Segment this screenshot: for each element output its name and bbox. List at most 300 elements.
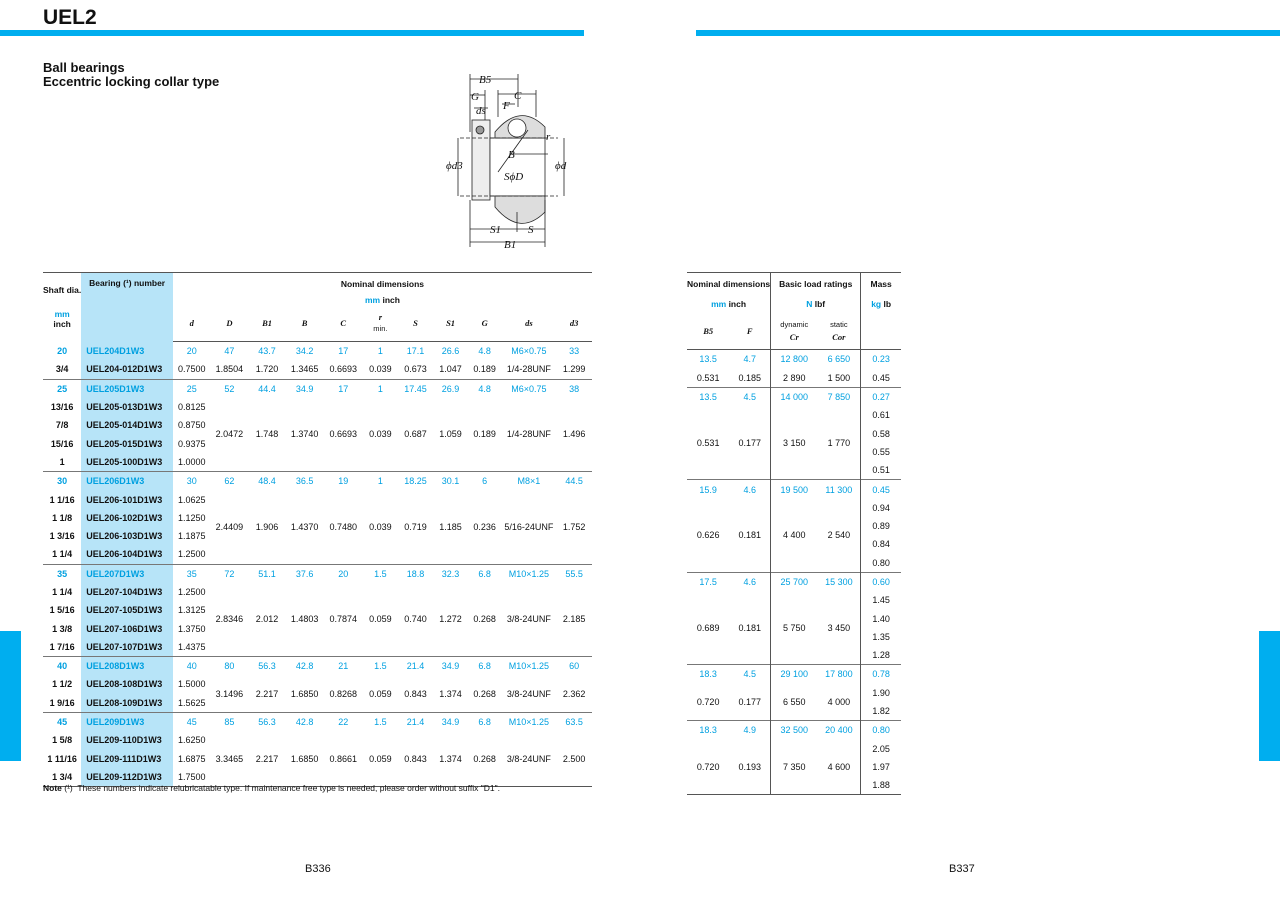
value-cell: 34.9 — [433, 712, 468, 731]
table-row — [687, 387, 901, 406]
col-d: d — [173, 305, 211, 342]
value-cell: 4.8 — [468, 379, 502, 398]
value-cell: 1.5000 — [177, 679, 206, 690]
value-cell: 4.7 — [729, 350, 770, 369]
value-cell: 6.8 — [468, 712, 502, 731]
value-cell: 1.720 — [255, 364, 279, 375]
value-cell: 0.8750 — [177, 420, 206, 431]
value-cell: M6×0.75 — [511, 346, 547, 357]
page-title: UEL2 — [43, 6, 97, 29]
value-cell: 4.9 — [729, 721, 770, 740]
col-S: S — [398, 305, 434, 342]
value-cell: 0.27 — [861, 387, 901, 406]
table-row — [687, 480, 901, 499]
value-cell: 0.6693 — [329, 364, 358, 375]
value-cell: 2.0472 — [215, 429, 244, 440]
table-row — [43, 675, 592, 693]
mass-cell: 1.35 — [872, 631, 890, 642]
value-cell: 52 — [211, 379, 249, 398]
value-cell: 0.80 — [861, 721, 901, 740]
col-Cr: dynamic Cr — [771, 313, 818, 350]
dim-label-s: S — [528, 224, 534, 236]
shaft-cell: 3/4 — [55, 364, 69, 375]
value-cell: 2 540 — [817, 499, 860, 573]
value-cell: 0.7874 — [329, 614, 358, 625]
mass-cell: 1.82 — [872, 706, 890, 717]
value-cell: 21 — [323, 657, 363, 676]
value-cell: 2.500 — [562, 753, 586, 764]
value-cell: 1.3125 — [177, 605, 206, 616]
value-cell: 32.3 — [433, 564, 468, 583]
value-cell: 1.2500 — [177, 587, 206, 597]
value-cell: 1.059 — [439, 429, 462, 440]
value-cell: 34.9 — [433, 657, 468, 676]
value-cell: 1.496 — [562, 429, 586, 440]
value-cell: 15 300 — [817, 572, 860, 591]
shaft-cell: 1 1/4 — [52, 549, 73, 560]
bearing-number: UEL205-014D1W3 — [81, 416, 173, 434]
value-cell: 20 400 — [817, 721, 860, 740]
page-number-left: B336 — [305, 863, 331, 875]
mass-cell: 0.80 — [872, 557, 890, 568]
section-subheading: Eccentric locking collar type — [43, 74, 220, 89]
mass-cell: 0.51 — [872, 465, 890, 476]
value-cell: 72 — [211, 564, 249, 583]
value-cell: 1.374 — [439, 688, 462, 699]
value-cell: 17.45 — [398, 379, 434, 398]
value-cell: 21.4 — [398, 657, 434, 676]
bearing-number: UEL207-106D1W3 — [81, 619, 173, 637]
value-cell: 1.5625 — [177, 697, 206, 708]
value-cell: 3 150 — [783, 437, 806, 448]
col-Cor: static Cor — [817, 313, 860, 350]
value-cell: 2.185 — [562, 614, 586, 625]
table-row — [687, 369, 901, 388]
value-cell: 0.185 — [729, 369, 770, 388]
value-cell: 0.268 — [473, 753, 496, 764]
value-cell: 2.217 — [255, 688, 279, 699]
value-cell: 44.4 — [248, 379, 286, 398]
value-cell: 0.189 — [473, 429, 496, 440]
dim-label-d3: ϕd3 — [446, 160, 463, 172]
table-row — [43, 564, 592, 583]
footnote: Note (¹) These numbers indicate relubricatable type. If maintenance free type is needed, please order without suffix "D1". — [43, 783, 500, 793]
value-cell: 5 750 — [783, 622, 806, 633]
value-cell: 4.5 — [729, 665, 770, 684]
value-cell: 0.60 — [861, 572, 901, 591]
value-cell: 3/8-24UNF — [506, 753, 551, 764]
value-cell: 0.45 — [861, 480, 901, 499]
value-cell: 26.9 — [433, 379, 468, 398]
mass-cell: 1.90 — [872, 687, 890, 698]
dim-label-sd: SϕD — [504, 171, 524, 183]
mass-header: Mass — [870, 279, 892, 289]
bearing-number: UEL204-012D1W3 — [81, 360, 173, 379]
value-cell: 0.181 — [729, 499, 770, 573]
table-row — [687, 572, 901, 591]
value-cell: 6 550 — [783, 696, 806, 707]
value-cell: 1.906 — [255, 521, 279, 532]
value-cell: 1.6850 — [290, 688, 319, 699]
value-cell: 25 — [173, 379, 211, 398]
value-cell: 2 890 — [783, 372, 806, 383]
value-cell: 2.012 — [255, 614, 279, 625]
value-cell: 0.7480 — [329, 521, 358, 532]
shaft-cell: 7/8 — [55, 420, 69, 431]
value-cell: 0.181 — [729, 591, 770, 665]
value-cell: 63.5 — [556, 712, 592, 731]
bearing-number: UEL209-111D1W3 — [81, 750, 173, 768]
value-cell: 17 800 — [817, 665, 860, 684]
shaft-cell: 1 3/4 — [52, 771, 73, 782]
page-number-right: B337 — [949, 863, 975, 875]
dim-label-f: F — [503, 100, 510, 112]
shaft-cell: 40 — [43, 657, 81, 676]
value-cell: 0.7500 — [177, 364, 206, 375]
nominal-header-right: Nominal dimensions — [687, 273, 771, 296]
value-cell: 3.1496 — [215, 688, 244, 699]
mass-cell: 1.88 — [872, 780, 890, 791]
bearing-number: UEL207-104D1W3 — [81, 583, 173, 601]
value-cell: 1.5 — [363, 657, 398, 676]
value-cell: 1/4-28UNF — [506, 429, 551, 440]
value-cell: 0.843 — [404, 753, 427, 764]
shaft-cell: 1 3/16 — [49, 531, 75, 542]
value-cell: 0.268 — [473, 688, 496, 699]
mass-cell: 2.05 — [872, 743, 890, 754]
value-cell: 36.5 — [286, 472, 324, 491]
mass-cell: 0.61 — [872, 410, 890, 421]
value-cell: 0.23 — [872, 354, 890, 365]
shaft-cell: 1 5/8 — [52, 735, 73, 746]
bearing-number: UEL206-104D1W3 — [81, 545, 173, 564]
col-d3: d3 — [556, 305, 592, 342]
value-cell: 35 — [173, 564, 211, 583]
value-cell: 6 — [468, 472, 502, 491]
mass-cell: 0.45 — [872, 372, 890, 383]
value-cell: 42.8 — [286, 712, 324, 731]
value-cell: 1.3465 — [290, 364, 319, 375]
value-cell: 0.059 — [369, 614, 392, 625]
value-cell: 2.4409 — [215, 521, 244, 532]
value-cell: 1.3740 — [290, 429, 319, 440]
value-cell: 1.6875 — [177, 753, 206, 764]
value-cell: 4.5 — [729, 387, 770, 406]
value-cell: 3/8-24UNF — [506, 614, 551, 625]
value-cell: 30 — [173, 472, 211, 491]
value-cell: 19 — [323, 472, 363, 491]
value-cell: 0.626 — [696, 530, 720, 541]
value-cell: 7 350 — [783, 761, 806, 772]
value-cell: 33 — [569, 346, 580, 357]
table-row — [43, 712, 592, 731]
value-cell: 0.531 — [696, 372, 720, 383]
col-D: D — [211, 305, 249, 342]
table-row — [687, 350, 901, 369]
table-row — [687, 591, 901, 609]
bearing-number: UEL206D1W3 — [81, 472, 173, 491]
mass-cell: 0.58 — [872, 428, 890, 439]
value-cell: 1 770 — [817, 406, 860, 480]
side-tab-left — [0, 631, 21, 761]
value-cell: 18.25 — [398, 472, 434, 491]
bearing-number: UEL207-105D1W3 — [81, 601, 173, 619]
bearing-number: UEL208D1W3 — [81, 657, 173, 676]
value-cell: 0.720 — [696, 696, 720, 707]
shaft-cell: 1 1/4 — [52, 587, 73, 597]
value-cell: 4.6 — [729, 572, 770, 591]
value-cell: 0.059 — [369, 688, 392, 699]
bearing-diagram — [440, 72, 580, 252]
value-cell: 1.1250 — [177, 512, 206, 523]
value-cell: 80 — [211, 657, 249, 676]
bearing-number: UEL204D1W3 — [81, 342, 173, 361]
table-row — [687, 740, 901, 758]
value-cell: 22 — [323, 712, 363, 731]
value-cell: 0.673 — [404, 364, 427, 375]
value-cell: 25 700 — [771, 572, 818, 591]
mass-cell: 0.89 — [872, 521, 890, 532]
mass-cell: 0.84 — [872, 539, 890, 550]
table-row — [687, 665, 901, 684]
dimensions-table: Shaft dia. mm inch Bearing (¹) number Nominal dimensions mm inch d D B1 B C r min. S S1 G ds d3 20 UEL204D1W3 20 47 43.7 34.2 17 1 17.1 26.6 4.8 M6×0.75 33 3/4 UEL204-012D1W3 0.7500 1.8504 1.720 1.3465 0.6693 0.039 0.673 1.047 0.189 1/4-28UNF 1.299 25 UEL205D1W3 25 52 44.4 34.9 17 1 17.45 26.9 4.8 M6×0.75 38 13/16 UEL205-013D1W3 0.8125 2.0472 1.748 1.3740 0.6693 0.039 0.687 1.059 0.189 1/4-28UNF 1.496 7/8 UEL205-014D1W3 0.8750 15/16 UEL205-015D1W3 0.9375 1 UEL205-100D1W3 1.0000 30 UEL206D1W3 30 62 48.4 36.5 19 1 18.25 30.1 6 M8×1 44.5 1 1/16 UEL206-101D1W3 1.0625 2.4409 1.906 1.4370 0.7480 0.039 0.719 1.185 0.236 5/16-24UNF 1.752 1 1/8 UEL206-102D1W3 1.1250 1 3/16 UEL206-103D1W3 1.1875 1 1/4 UEL206-104D1W3 1.2500 35 UEL207D1W3 35 72 51.1 37.6 20 1.5 18.8 32.3 6.8 M10×1.25 55.5 1 1/4 UEL207-104D1W3 1.2500 2.8346 2.012 1.4803 0.7874 0.059 0.740 1.272 0.268 3/8-24UNF 2.185 1 5/16 UEL207-105D1W3 1.3125 1 3/8 UEL207-106D1W3 1.3750 1 7/16 UEL207-107D1W3 1.4375 40 UEL208D1W3 40 80 56.3 42.8 21 1.5 21.4 34.9 6.8 M10×1.25 60 1 1/2 UEL208-108D1W3 1.5000 3.1496 2.217 1.6850 0.8268 0.059 0.843 1.374 0.268 3/8-24UNF 2.362 1 9/16 UEL208-109D1W3 1.5625 45 UEL209D1W3 45 85 56.3 42.8 22 1.5 21.4 34.9 6.8 M10×1.25 63.5 1 5/8 UEL209-110D1W3 1.6250 3.3465 2.217 1.6850 0.8661 0.059 0.843 1.374 0.268 3/8-24UNF 2.500 1 11/16 UEL209-111D1W3 1.6875 1 3/4 UEL209-112D1W3 1.7500 — [43, 272, 592, 787]
value-cell: 38 — [556, 379, 592, 398]
value-cell: 4.6 — [729, 480, 770, 499]
value-cell: 1 — [377, 346, 383, 357]
value-cell: 0.039 — [369, 364, 392, 375]
value-cell: 0.843 — [404, 688, 427, 699]
table-row — [687, 721, 901, 740]
value-cell: 1.4803 — [290, 614, 319, 625]
value-cell: 0.193 — [729, 740, 770, 795]
value-cell: 1.047 — [439, 364, 462, 375]
value-cell: 1.2500 — [177, 549, 206, 560]
bearing-number: UEL209D1W3 — [81, 712, 173, 731]
value-cell: 47 — [224, 346, 235, 357]
value-cell: 0.720 — [696, 761, 720, 772]
value-cell: M6×0.75 — [502, 379, 557, 398]
shaft-cell: 20 — [57, 345, 68, 356]
table-row — [43, 472, 592, 491]
mass-cell: 1.28 — [872, 650, 890, 661]
value-cell: 7 850 — [817, 387, 860, 406]
value-cell: 0.8268 — [329, 688, 358, 699]
value-cell: 1 500 — [817, 369, 860, 388]
value-cell: 60 — [556, 657, 592, 676]
value-cell: 1 — [363, 379, 398, 398]
value-cell: 2.8346 — [215, 614, 244, 625]
value-cell: 48.4 — [248, 472, 286, 491]
mass-cell: 1.97 — [872, 761, 890, 772]
nominal-header: Nominal dimensions — [340, 279, 425, 289]
value-cell: M10×1.25 — [502, 657, 557, 676]
value-cell: 29 100 — [771, 665, 818, 684]
value-cell: 0.039 — [369, 429, 392, 440]
col-B1: B1 — [248, 305, 286, 342]
table-row — [43, 360, 592, 379]
value-cell: 0.177 — [729, 406, 770, 480]
value-cell: 42.8 — [286, 657, 324, 676]
side-tab-right — [1259, 631, 1280, 761]
value-cell: 1.5 — [363, 564, 398, 583]
section-heading: Ball bearings — [43, 60, 125, 75]
bearing-number: UEL208-108D1W3 — [81, 675, 173, 693]
value-cell: 2.217 — [255, 753, 279, 764]
value-cell: 30.1 — [433, 472, 468, 491]
value-cell: 0.78 — [861, 665, 901, 684]
value-cell: 1.6850 — [290, 753, 319, 764]
value-cell: 4 600 — [817, 740, 860, 795]
value-cell: 85 — [211, 712, 249, 731]
shaft-cell: 30 — [43, 472, 81, 491]
value-cell: M8×1 — [502, 472, 557, 491]
value-cell: 0.189 — [473, 364, 496, 375]
bearing-number: UEL209-110D1W3 — [81, 731, 173, 749]
table-row — [43, 398, 592, 416]
value-cell: 0.268 — [473, 614, 496, 625]
dim-label-c: C — [514, 90, 522, 102]
value-cell: 6.8 — [468, 657, 502, 676]
value-cell: 17.5 — [687, 572, 729, 591]
mass-cell: 1.45 — [872, 595, 890, 606]
mass-cell: 1.40 — [872, 613, 890, 624]
value-cell: 1.0000 — [177, 456, 206, 467]
value-cell: 17 — [338, 346, 349, 357]
value-cell: 1.8504 — [215, 364, 244, 375]
shaft-cell: 1 9/16 — [49, 697, 75, 708]
value-cell: 18.8 — [398, 564, 434, 583]
value-cell: 56.3 — [248, 712, 286, 731]
value-cell: 32 500 — [771, 721, 818, 740]
shaft-cell: 1 3/8 — [52, 623, 73, 634]
value-cell: 15.9 — [687, 480, 729, 499]
value-cell: 3.3465 — [215, 753, 244, 764]
table-row — [43, 342, 592, 361]
value-cell: 1.299 — [562, 364, 586, 375]
shaft-cell: 1 7/16 — [49, 641, 75, 652]
value-cell: 0.6693 — [329, 429, 358, 440]
load-ratings-table: Nominal dimensions Basic load ratings Mass mm inch N lbf kg lb B5 F dynamic Cr static Cor 13.5 4.7 12 800 6 650 0.23 0.531 0.185 2 890 1 500 0.45 13.5 4.5 14 000 7 850 0.27 0.531 0.177 3 150 1 770 0.61 0.58 0.55 0.51 15.9 4.6 19 500 11 300 0.45 0.626 0.181 4 400 2 540 0.94 0.89 0.84 0.80 17.5 4.6 25 700 15 300 0.60 0.689 0.181 5 750 3 450 1.45 1.40 1.35 1.28 18.3 4.5 29 100 17 800 0.78 0.720 0.177 6 550 4 000 1.90 1.82 18.3 4.9 32 500 20 400 0.80 0.720 0.193 7 350 4 600 2.05 1.97 1.88 — [687, 272, 901, 795]
bearing-number: UEL207D1W3 — [81, 564, 173, 583]
value-cell: 12 800 — [780, 354, 809, 365]
shaft-header: Shaft dia. mm inch — [43, 285, 82, 330]
value-cell: 17.1 — [406, 346, 425, 357]
header-rule-left — [0, 30, 584, 36]
value-cell: 1/4-28UNF — [506, 364, 551, 375]
col-B5: B5 — [687, 313, 729, 350]
dim-label-b: B — [508, 149, 515, 161]
col-F: F — [729, 313, 770, 350]
value-cell: 5/16-24UNF — [504, 521, 554, 532]
dim-label-r: r — [546, 131, 551, 143]
col-S1: S1 — [433, 305, 468, 342]
dim-label-s1: S1 — [490, 224, 501, 236]
col-B: B — [286, 305, 324, 342]
value-cell: M10×1.25 — [502, 564, 557, 583]
value-cell: 45 — [173, 712, 211, 731]
value-cell: 3/8-24UNF — [506, 688, 551, 699]
value-cell: 62 — [211, 472, 249, 491]
value-cell: 55.5 — [556, 564, 592, 583]
col-G: G — [468, 305, 502, 342]
value-cell: 18.3 — [687, 721, 729, 740]
value-cell: 1.752 — [562, 521, 586, 532]
value-cell: 14 000 — [771, 387, 818, 406]
value-cell: 0.236 — [473, 521, 496, 532]
value-cell: 1 — [363, 472, 398, 491]
table-row — [43, 379, 592, 398]
bearing-number: UEL206-101D1W3 — [81, 490, 173, 508]
col-ds: ds — [502, 305, 557, 342]
value-cell: 51.1 — [248, 564, 286, 583]
value-cell: 6.8 — [468, 564, 502, 583]
bearing-number: UEL205-015D1W3 — [81, 434, 173, 452]
value-cell: 44.5 — [556, 472, 592, 491]
shaft-cell: 1 — [59, 456, 65, 467]
bearing-number: UEL209-112D1W3 — [81, 768, 173, 787]
dim-label-b5: B5 — [479, 74, 492, 86]
value-cell: 17 — [323, 379, 363, 398]
value-cell: 1.0625 — [177, 494, 206, 505]
mass-cell: 0.55 — [872, 446, 890, 457]
value-cell: 19 500 — [771, 480, 818, 499]
value-cell: 0.8125 — [177, 402, 206, 413]
shaft-cell: 1 11/16 — [47, 753, 77, 764]
value-cell: 13.5 — [687, 387, 729, 406]
bearing-number: UEL205-100D1W3 — [81, 453, 173, 472]
mass-cell: 0.94 — [872, 502, 890, 513]
value-cell: 13.5 — [699, 354, 717, 365]
value-cell: 26.6 — [441, 346, 460, 357]
value-cell: 56.3 — [248, 657, 286, 676]
header-rule-right — [696, 30, 1280, 36]
dim-label-ds: ds — [476, 105, 486, 117]
table-row — [43, 657, 592, 676]
value-cell: 37.6 — [286, 564, 324, 583]
shaft-cell: 25 — [43, 379, 81, 398]
value-cell: 1.5 — [363, 712, 398, 731]
dim-label-g: G — [471, 91, 479, 103]
value-cell: 1.272 — [439, 614, 462, 625]
value-cell: 1.4370 — [290, 521, 319, 532]
dim-label-b1: B1 — [504, 239, 517, 251]
value-cell: 20 — [186, 346, 197, 357]
value-cell: 0.039 — [369, 521, 392, 532]
value-cell: 0.689 — [696, 622, 720, 633]
shaft-cell: 1 1/2 — [52, 679, 73, 690]
value-cell: 1.6250 — [177, 735, 206, 746]
shaft-cell: 45 — [43, 712, 81, 731]
table-row — [687, 406, 901, 424]
bearing-number: UEL206-103D1W3 — [81, 527, 173, 545]
bearing-number: UEL207-107D1W3 — [81, 638, 173, 657]
bearing-number: UEL205-013D1W3 — [81, 398, 173, 416]
value-cell: 0.177 — [729, 684, 770, 721]
value-cell: 1.3750 — [177, 623, 206, 634]
value-cell: 2.362 — [562, 688, 586, 699]
shaft-cell: 35 — [43, 564, 81, 583]
shaft-cell: 15/16 — [50, 438, 74, 449]
table-row — [43, 731, 592, 749]
value-cell: 34.9 — [286, 379, 324, 398]
value-cell: 20 — [323, 564, 363, 583]
shaft-cell: 13/16 — [50, 402, 74, 413]
ratings-header: Basic load ratings — [771, 273, 861, 296]
shaft-cell: 1 5/16 — [49, 605, 75, 616]
shaft-cell: 1 1/16 — [49, 494, 75, 505]
value-cell: 1.7500 — [177, 771, 206, 782]
value-cell: 34.2 — [295, 346, 314, 357]
